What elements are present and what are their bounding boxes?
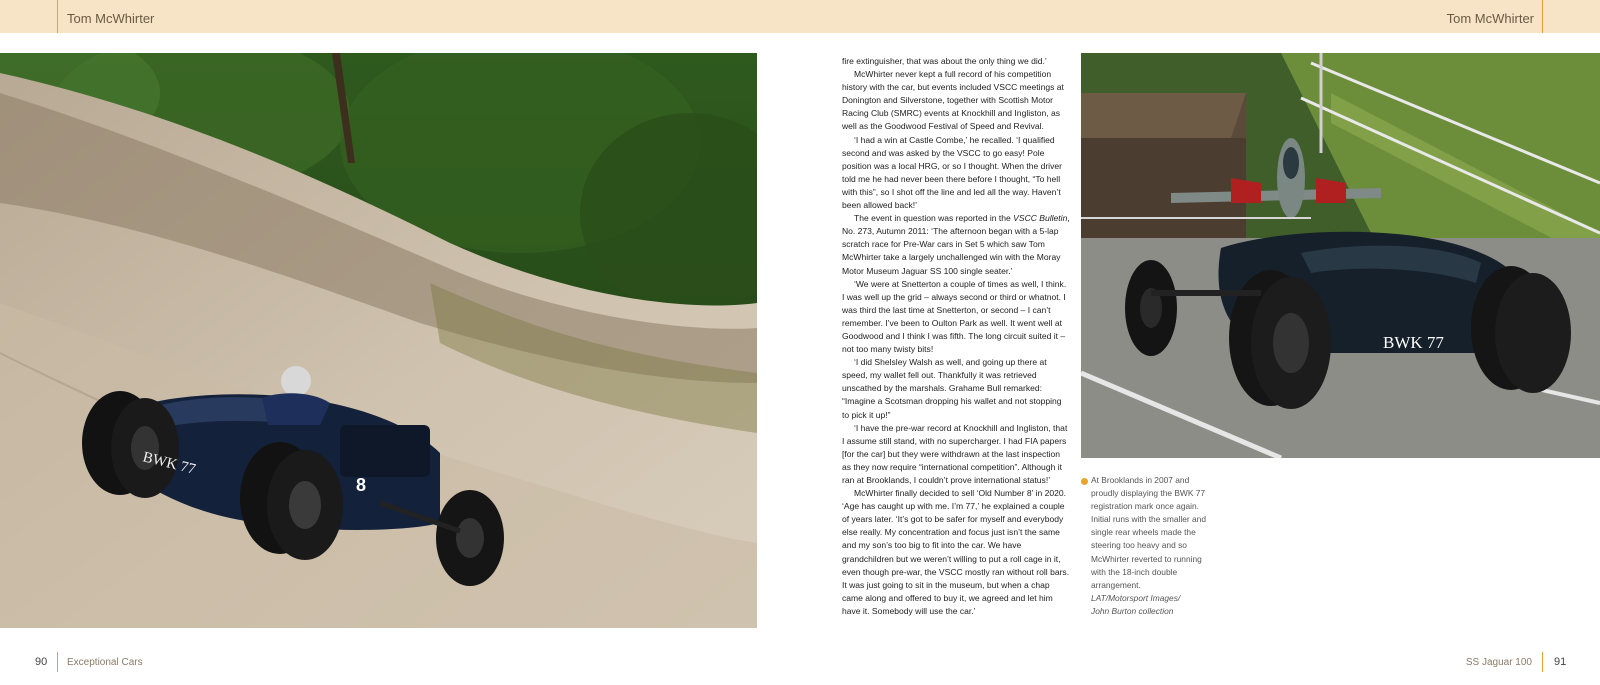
photo-brooklands bbox=[1081, 53, 1600, 458]
paragraph: McWhirter finally decided to sell ‘Old Number 8’ in 2020. ‘Age has caught up with me. I’m 77,’ he explained a couple of years later. ‘It’s got to be safer for myself and everybody else really. My concentration and focus just isn’t the same and my son’s too big to fit into the car. We have grandchildren but we weren’t willing to put a roll cage in it, even though pre-war, the VSCC mostly ran without roll bars. It was just going to sit in the museum, but when a chap came along and offered to buy it, we agreed and let him have it. Somebody will use the car.’ bbox=[842, 488, 1070, 616]
paragraph bbox=[842, 212, 1070, 277]
running-head-right: Tom McWhirter bbox=[1446, 11, 1534, 26]
caption-credit: LAT/Motorsport Images/ bbox=[1091, 592, 1181, 603]
footer-rule-right bbox=[1542, 652, 1543, 672]
driver-helmet bbox=[281, 366, 311, 396]
section-title-left: Exceptional Cars bbox=[67, 657, 143, 668]
caption-bullet bbox=[1081, 478, 1088, 485]
section-title-right: SS Jaguar 100 bbox=[1465, 657, 1532, 668]
header-rule-right bbox=[1542, 0, 1543, 33]
header-rule-left bbox=[57, 0, 58, 33]
paragraph: fire extinguisher, that was about the only thing we did.’ bbox=[842, 56, 1047, 66]
page-number-left: 90 bbox=[35, 656, 48, 668]
footer-rule-left bbox=[57, 652, 58, 672]
number-plate-right: BWK 77 bbox=[1383, 333, 1444, 352]
banking-scene bbox=[0, 53, 757, 628]
caption-credit: John Burton collection bbox=[1091, 605, 1174, 616]
paragraph: ‘I did Shelsley Walsh as well, and going up there at speed, my wallet fell out. Thankfully it was retrieved unscathed by the marshals. Grahame Bull remarked: “Imagine a Scotsman dropping his wallet and not stopping to pick it up!” bbox=[842, 357, 1062, 420]
paragraph: McWhirter never kept a full record of his competition history with the car, but events included VSCC meetings at Donington and Silverstone, together with Scottish Motor Racing Club (SMRC) events at Knockhill and Ingliston, as well as the Goodwood Festival of Speed and Revival. bbox=[842, 69, 1064, 132]
caption-text: At Brooklands in 2007 and proudly displaying the BWK 77 registration mark once again. Initial runs with the smaller and single rear wheels made the steering too heavy and so McWhirter reverted to running with the 18-inch double arrangement. bbox=[1091, 475, 1206, 590]
brooklands-scene bbox=[1081, 53, 1600, 458]
paragraph-text: , No. 273, Autumn 2011: ‘The afternoon began with a 5-lap scratch race for Pre-War cars in Set 5 which saw Tom McWhirter take a largely unchallenged win with the Moray Motor Museum Jaguar SS 100 single seater.’ bbox=[842, 213, 1070, 276]
photo-caption bbox=[1091, 474, 1209, 618]
race-number: 8 bbox=[356, 475, 367, 495]
paragraph: ‘I had a win at Castle Combe,’ he recalled. ‘I qualified second and was asked by the VSCC to go easy! Pole position was a local HRG, or so I thought. When the driver told me he had never been there before I thought, “To hell with this”, so I shot off the line and led all the way. Haven’t been allowed back!’ bbox=[842, 134, 1062, 211]
publication-title: VSCC Bulletin bbox=[1013, 213, 1068, 224]
page-number-right: 91 bbox=[1554, 656, 1567, 668]
article-body bbox=[842, 55, 1070, 618]
number-plate-left: BWK 77 bbox=[141, 449, 198, 478]
photo-banking bbox=[0, 53, 757, 628]
running-head-left: Tom McWhirter bbox=[67, 11, 155, 26]
paragraph-text: The event in question was reported in the bbox=[854, 213, 1014, 224]
paragraph: ‘I have the pre-war record at Knockhill and Ingliston, that I assume still stand, with no supercharger. I had FIA papers [for the car] but they were withdrawn at the last inspection as they now require “international competition”. Although it ran at Brooklands, I couldn’t prove international status!’ bbox=[842, 422, 1068, 485]
paragraph: ‘We were at Snetterton a couple of times as well, I think. I was well up the grid – always second or third or whatnot. I was third the last time at Snetterton, or second – I can’t remember. I’ve been to Oulton Park as well. It went well at Goodwood and I think I was fifth. The long circuit suited it – not too many twisty bits! bbox=[842, 278, 1067, 355]
